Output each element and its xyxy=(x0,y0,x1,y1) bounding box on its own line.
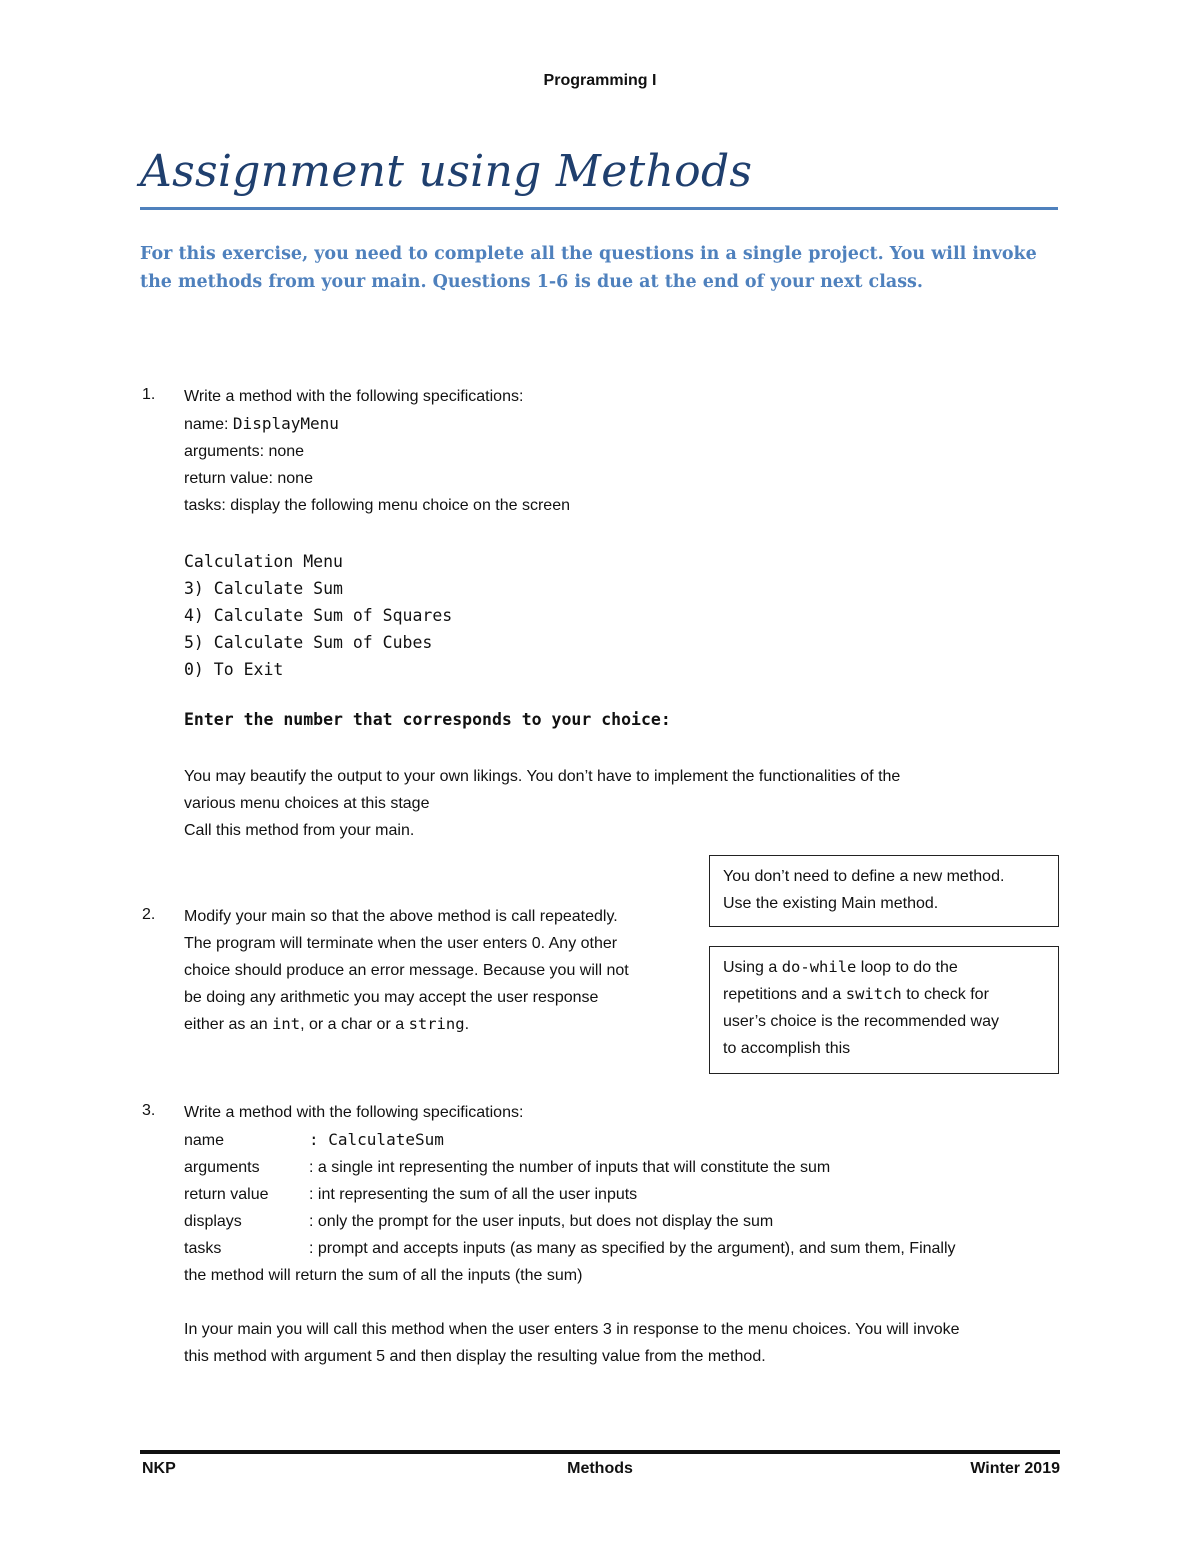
q2-text: or a xyxy=(372,1016,409,1033)
running-header: Programming I xyxy=(543,72,657,89)
q3-spec-label: arguments xyxy=(184,1159,260,1176)
callout-line: user’s choice is the recommended way xyxy=(723,1013,999,1030)
question-3-number: 3. xyxy=(142,1102,156,1119)
intro-line-2: the methods from your main. Questions 1-6 is due at the end of your next class. xyxy=(140,272,923,292)
callout-line: Use the existing Main method. xyxy=(723,895,939,912)
footer-center: Methods xyxy=(567,1460,633,1477)
q3-spec-row xyxy=(184,1154,960,1181)
q1-name-spec xyxy=(184,410,570,438)
q2-text: . xyxy=(464,1016,470,1033)
callout-text: repetitions and a xyxy=(723,986,846,1003)
q3-tasks-continued: the method will return the sum of all the inputs (the sum) xyxy=(184,1267,583,1284)
q2-text: , or a xyxy=(300,1016,341,1033)
question-1-number: 1. xyxy=(142,386,156,403)
q1-tasks-spec: tasks: display the following menu choice on the screen xyxy=(184,497,570,514)
string-code: string xyxy=(408,1015,465,1033)
switch-code: switch xyxy=(845,985,902,1003)
intro-paragraph xyxy=(140,240,1070,296)
q3-spec-value: : prompt and accepts inputs (as many as specified by the argument), and sum them, Finally xyxy=(309,1240,956,1257)
callout-line xyxy=(723,981,1045,1008)
q1-arguments-spec: arguments: none xyxy=(184,443,305,460)
menu-listing xyxy=(184,548,452,683)
q1-note-line: various menu choices at this stage xyxy=(184,795,430,812)
menu-line: 4) Calculate Sum of Squares xyxy=(184,606,453,625)
q1-name-value: DisplayMenu xyxy=(232,414,339,433)
question-1 xyxy=(184,383,570,519)
callout-text: loop to do the xyxy=(856,959,958,976)
char-keyword: char xyxy=(340,1016,373,1033)
menu-line: Calculation Menu xyxy=(184,552,343,571)
menu-line: 0) To Exit xyxy=(184,660,284,679)
q3-spec-label: return value xyxy=(184,1186,269,1203)
q3-spec-label: displays xyxy=(184,1213,242,1230)
q2-line: Modify your main so that the above method is call repeatedly. xyxy=(184,908,618,925)
q1-lead: Write a method with the following specifications: xyxy=(184,388,524,405)
int-code: int xyxy=(272,1015,301,1033)
q1-name-label: name: xyxy=(184,416,233,433)
question-3 xyxy=(184,1099,960,1370)
callout-line: You don’t need to define a new method. xyxy=(723,868,1005,885)
spacer xyxy=(184,1289,960,1316)
q3-spec-row xyxy=(184,1208,960,1235)
do-while-code: do-while xyxy=(781,958,857,976)
q3-spec-value: : CalculateSum xyxy=(309,1130,444,1149)
q3-spec-value: : a single int representing the number of inputs that will constitute the sum xyxy=(309,1159,831,1176)
q2-line: The program will terminate when the user enters 0. Any other xyxy=(184,935,618,952)
document-title: Assignment using Methods xyxy=(140,146,753,197)
q3-spec-row xyxy=(184,1181,960,1208)
footer-rule xyxy=(140,1450,1060,1454)
menu-line: 3) Calculate Sum xyxy=(184,579,343,598)
title-underline xyxy=(140,207,1058,210)
q3-spec-value: : int representing the sum of all the user inputs xyxy=(309,1186,638,1203)
q3-spec-label: tasks xyxy=(184,1240,222,1257)
footer-right: Winter 2019 xyxy=(970,1460,1060,1477)
question-2-number: 2. xyxy=(142,906,156,923)
q3-para-line: In your main you will call this method when the user enters 3 in response to the menu choices. You will invoke xyxy=(184,1321,960,1338)
callout-loop-hint xyxy=(709,946,1059,1074)
q3-spec-row xyxy=(184,1126,960,1154)
menu-line: 5) Calculate Sum of Cubes xyxy=(184,633,433,652)
callout-text: Using a xyxy=(723,959,782,976)
q3-spec-label: name xyxy=(184,1132,225,1149)
callout-text: to check for xyxy=(901,986,989,1003)
q2-line xyxy=(184,1011,629,1038)
intro-line-1: For this exercise, you need to complete all the questions in a single project. You will invoke xyxy=(140,244,1037,264)
callout-line: to accomplish this xyxy=(723,1040,851,1057)
q1-notes xyxy=(184,763,900,844)
footer-left: NKP xyxy=(142,1460,176,1477)
q2-line: choice should produce an error message. Because you will not xyxy=(184,962,629,979)
q1-note-line: You may beautify the output to your own likings. You don’t have to implement the functionalities of the xyxy=(184,768,901,785)
callout-main-method xyxy=(709,855,1059,927)
q3-para-line: this method with argument 5 and then display the resulting value from the method. xyxy=(184,1348,766,1365)
q2-text: either as an xyxy=(184,1016,273,1033)
menu-prompt: Enter the number that corresponds to your choice: xyxy=(184,710,671,729)
q3-spec-row xyxy=(184,1235,960,1262)
q1-note-line: Call this method from your main. xyxy=(184,822,415,839)
question-2 xyxy=(184,903,629,1038)
q1-return-spec: return value: none xyxy=(184,470,313,487)
q3-spec-value: : only the prompt for the user inputs, but does not display the sum xyxy=(309,1213,774,1230)
callout-line xyxy=(723,954,1045,981)
q3-lead: Write a method with the following specifications: xyxy=(184,1104,524,1121)
q2-line: be doing any arithmetic you may accept the user response xyxy=(184,989,599,1006)
